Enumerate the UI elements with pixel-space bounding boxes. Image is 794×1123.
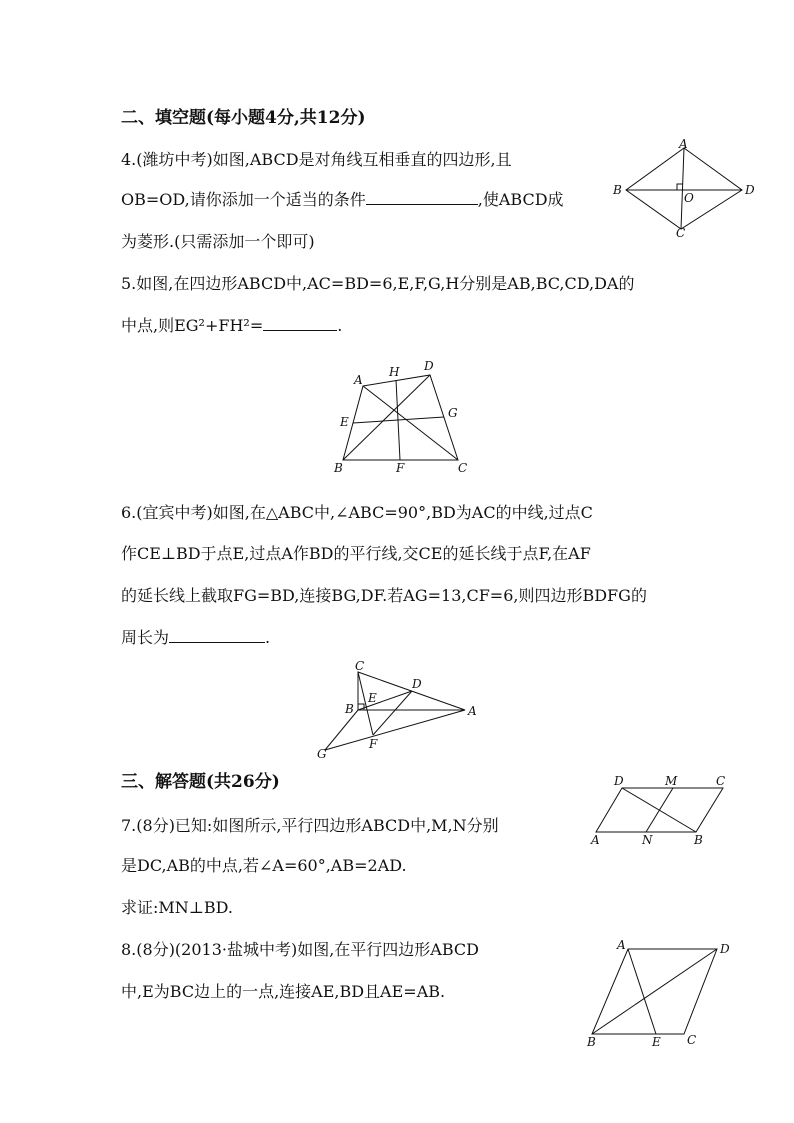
q7-line2: 是DC,AB的中点,若∠A=60°,AB=2AD.: [121, 856, 407, 875]
segment-ag: [325, 710, 465, 750]
q6-line3: 的延长线上截取FG=BD,连接BG,DF.若AG=13,CF=6,则四边形BDFG的: [121, 586, 647, 605]
q5-figure: [330, 360, 480, 475]
q6-line4-start: 周长为: [121, 628, 170, 647]
label-d: D: [412, 677, 422, 691]
q5-line2-end: .: [337, 316, 343, 335]
label-a: A: [679, 137, 688, 151]
q8-figure: [580, 935, 750, 1055]
label-c: C: [355, 659, 365, 673]
label-c: C: [676, 226, 686, 240]
label-o: O: [684, 191, 694, 205]
q7-line1: 7.(8分)已知:如图所示,平行四边形ABCD中,M,N分别: [121, 816, 499, 835]
segment-mn: [646, 788, 673, 832]
label-n: N: [642, 833, 653, 847]
section-heading-solve: 三、解答题(共26分): [121, 772, 280, 792]
triangle-diagram: [317, 659, 477, 761]
label-f: F: [396, 461, 405, 475]
label-a: A: [354, 373, 363, 387]
q4-answer-blank[interactable]: [366, 190, 478, 205]
q4-line3: 为菱形.(只需添加一个即可): [121, 232, 315, 251]
label-a: A: [468, 704, 477, 718]
q8-line1: 8.(8分)(2013·盐城中考)如图,在平行四边形ABCD: [121, 940, 479, 959]
label-b: B: [694, 833, 703, 847]
q8-line2: 中,E为BC边上的一点,连接AE,BD且AE=AB.: [121, 982, 446, 1001]
q4-line1: 4.(潍坊中考)如图,ABCD是对角线互相垂直的四边形,且: [121, 150, 512, 169]
label-d: D: [745, 183, 755, 197]
parallelogram-diagram: [590, 774, 725, 847]
label-h: H: [389, 365, 400, 379]
label-b: B: [345, 702, 354, 716]
label-c: C: [687, 1033, 697, 1047]
label-g: G: [317, 747, 327, 761]
q6-figure: [315, 660, 485, 760]
parallelogram-diagram: [586, 938, 730, 1049]
diagonal-ac: [363, 386, 458, 460]
segment-ae: [628, 949, 656, 1034]
q4-line2: [121, 190, 564, 210]
q6-line2: 作CE⊥BD于点E,过点A作BD的平行线,交CE的延长线于点F,在AF: [121, 544, 591, 563]
q4-line2-end: ,使ABCD成: [477, 190, 564, 209]
section-heading-fill-blank: 二、填空题(每小题4分,共12分): [121, 108, 366, 128]
q6-line4-end: .: [265, 628, 271, 647]
label-e: E: [368, 691, 377, 705]
label-a: A: [617, 938, 626, 952]
label-b: B: [613, 183, 622, 197]
label-d: D: [720, 942, 730, 956]
label-c: C: [716, 774, 726, 788]
diagonal-ac: [681, 148, 684, 229]
q6-answer-blank[interactable]: [169, 628, 265, 643]
segment-bg: [325, 710, 358, 750]
q7-figure: [585, 770, 745, 850]
q5-line2-start: 中点,则EG²+FH²=: [121, 316, 264, 335]
label-m: M: [665, 774, 678, 788]
q5-line2: [121, 316, 342, 336]
q4-figure: [600, 137, 770, 240]
label-b: B: [334, 461, 343, 475]
label-b: B: [587, 1035, 596, 1049]
rhombus-diagram: [612, 137, 755, 240]
label-c: C: [458, 461, 468, 475]
q5-answer-blank[interactable]: [263, 316, 337, 331]
q6-line4: [121, 628, 270, 648]
label-d: D: [614, 774, 624, 788]
label-d: D: [424, 359, 434, 373]
label-g: G: [448, 406, 458, 420]
diagonal-bd: [592, 949, 717, 1034]
label-f: F: [369, 737, 378, 751]
diagonal-bd: [343, 375, 430, 460]
label-a: A: [591, 833, 600, 847]
q5-line1: 5.如图,在四边形ABCD中,AC=BD=6,E,F,G,H分别是AB,BC,CD,DA的: [121, 274, 635, 293]
q6-line1: 6.(宜宾中考)如图,在△ABC中,∠ABC=90°,BD为AC的中线,过点C: [121, 503, 593, 522]
label-e: E: [340, 415, 349, 429]
q4-line2-start: OB=OD,请你添加一个适当的条件: [121, 190, 366, 209]
label-e: E: [652, 1035, 661, 1049]
quadrilateral-midpoints-diagram: [333, 359, 467, 475]
q7-line3: 求证:MN⊥BD.: [121, 898, 233, 917]
